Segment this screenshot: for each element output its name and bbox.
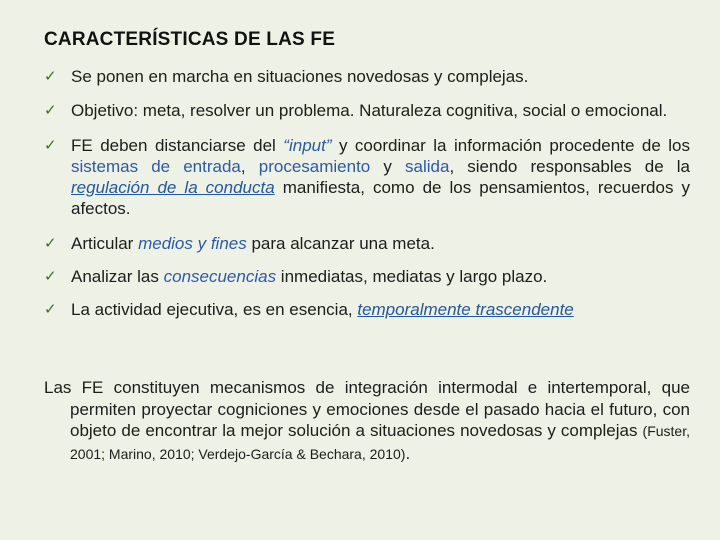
bullet-text-part: Articular bbox=[71, 234, 139, 253]
conclusion-paragraph bbox=[44, 377, 690, 465]
procesamiento-term: procesamiento bbox=[258, 157, 371, 176]
bullet-item bbox=[44, 233, 690, 254]
bullet-text: Objetivo: meta, resolver un problema. Naturaleza cognitiva, social o emocional. bbox=[71, 101, 668, 120]
input-term: “input” bbox=[283, 136, 332, 155]
bullet-item bbox=[44, 66, 690, 87]
citation: (Fuster, 2001; Marino, 2010; Verdejo-García & Bechara, 2010) bbox=[70, 423, 690, 462]
bullet-text: Se ponen en marcha en situaciones novedosas y complejas. bbox=[71, 67, 529, 86]
bullet-item bbox=[44, 135, 690, 219]
bullet-list bbox=[44, 66, 690, 329]
sistemas-term: sistemas de entrada bbox=[71, 157, 241, 176]
salida-term: salida bbox=[405, 157, 450, 176]
regulacion-link[interactable]: regulación de la conducta bbox=[71, 178, 275, 197]
bullet-item bbox=[44, 100, 690, 121]
slide-title: CARACTERÍSTICAS DE LAS FE bbox=[44, 29, 336, 50]
bullet-text-part: La actividad ejecutiva, es en esencia, bbox=[71, 300, 358, 319]
check-icon: ✓ bbox=[44, 267, 57, 285]
bullet-text-part: manifiesta, como de los pensamientos, recuerdos y afectos. bbox=[71, 178, 691, 218]
check-icon: ✓ bbox=[44, 234, 57, 252]
consecuencias-term: consecuencias bbox=[163, 267, 277, 286]
check-icon: ✓ bbox=[44, 300, 57, 318]
conclusion-block bbox=[44, 377, 690, 465]
check-icon: ✓ bbox=[44, 136, 57, 154]
bullet-text-part: y bbox=[370, 157, 406, 176]
medios-term: medios y fines bbox=[138, 234, 247, 253]
check-icon: ✓ bbox=[44, 101, 57, 119]
check-icon: ✓ bbox=[44, 67, 57, 85]
bullet-item bbox=[44, 299, 690, 320]
bullet-text-part: , bbox=[240, 157, 259, 176]
conclusion-text: Las FE constituyen mecanismos de integración intermodal e intertemporal, que permiten proyectar cogniciones y emociones desde el pasado hacia el futuro, con objeto de encontrar la mejor solución a situaciones novedosas y complejas bbox=[44, 378, 690, 440]
bullet-text-part: , siendo responsables de la bbox=[449, 157, 690, 176]
bullet-text-part: inmediatas, mediatas y largo plazo. bbox=[276, 267, 548, 286]
temporal-link[interactable]: temporalmente trascendente bbox=[357, 300, 574, 319]
bullet-item bbox=[44, 266, 690, 287]
bullet-text-part: FE deben distanciarse del bbox=[71, 136, 284, 155]
conclusion-end: . bbox=[405, 443, 411, 463]
bullet-text-part: para alcanzar una meta. bbox=[246, 234, 435, 253]
bullet-text-part: Analizar las bbox=[71, 267, 164, 286]
bullet-text-part: y coordinar la información procedente de los bbox=[331, 136, 690, 155]
